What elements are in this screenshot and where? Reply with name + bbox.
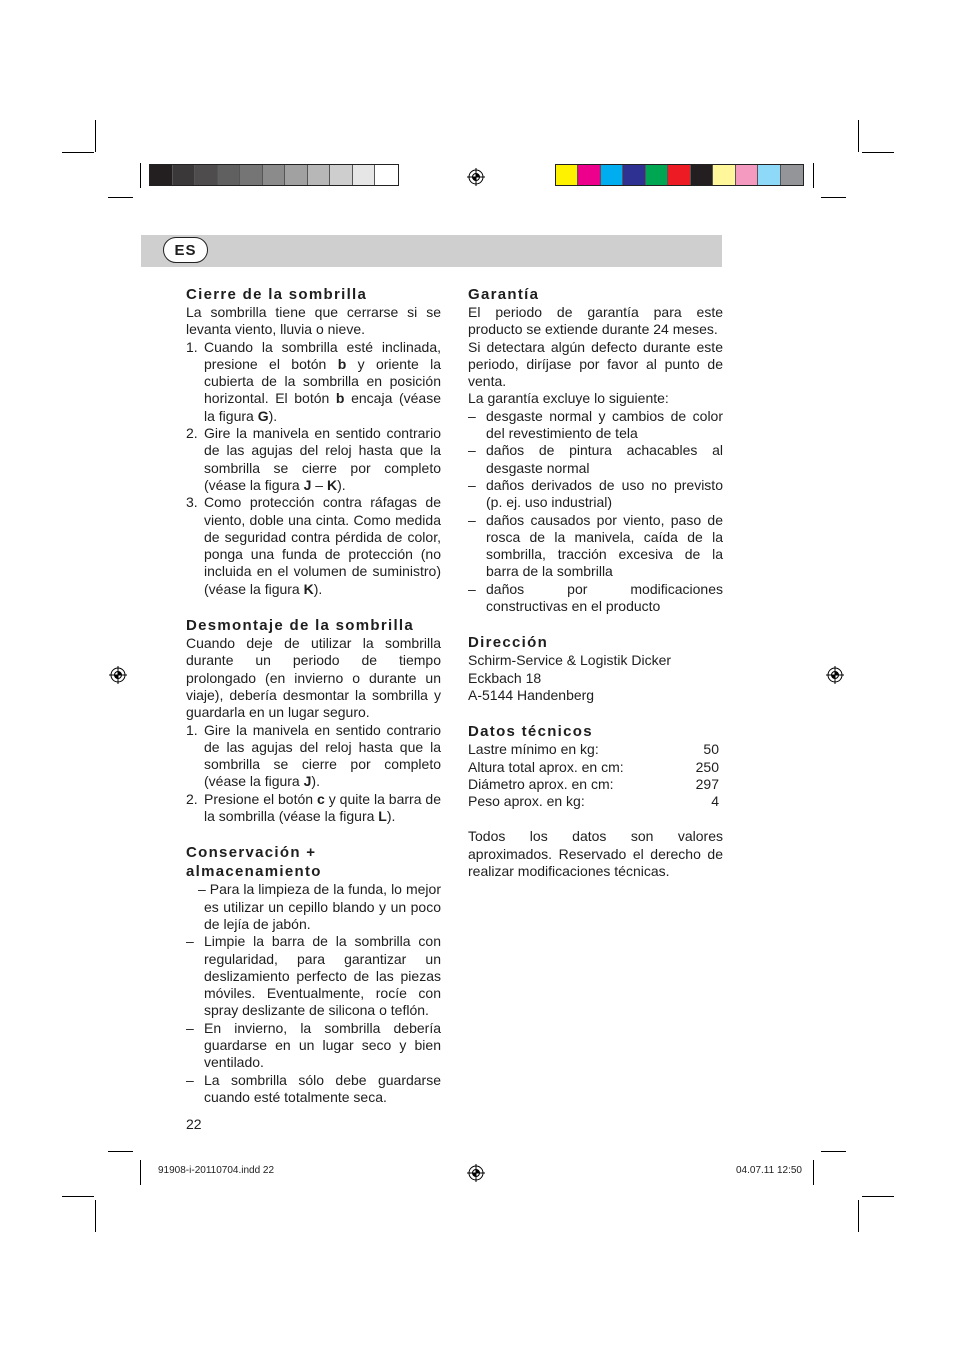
list-text: Gire la manivela en sentido contrario de las agujas del reloj hasta que la sombrilla se cierre por completo (véase la figura J). [204, 721, 441, 790]
grayscale-color-bar [149, 164, 399, 186]
spec-row [468, 776, 723, 793]
gray-swatch [150, 165, 173, 185]
list-text: daños de pintura achacables al desgaste normal [486, 442, 723, 476]
list-number: 1. [186, 721, 198, 738]
list-item: – Para la limpieza de la funda, lo mejor es utilizar un cepillo blando y un poco de lejía de jabón. [198, 881, 441, 932]
registration-target-icon [467, 1164, 485, 1182]
list-text: La sombrilla sólo debe guardarse cuando esté totalmente seca. [204, 1071, 441, 1105]
spec-row [468, 759, 723, 776]
slug-mark [140, 1160, 141, 1185]
address-line: Eckbach 18 [468, 669, 542, 686]
list-item [468, 581, 723, 616]
list-item [468, 408, 723, 443]
color-swatch [758, 165, 780, 185]
list-text: Gire la manivela en sentido contrario de las agujas del reloj hasta que la sombrilla se cierre por completo (véase la figura J – K). [204, 425, 441, 493]
spec-value: 4 [711, 793, 719, 810]
numbered-list [186, 722, 441, 826]
list-item [468, 477, 723, 512]
section-heading: Garantía [468, 286, 540, 303]
list-item [186, 494, 441, 598]
list-item [186, 1020, 441, 1072]
gray-swatch [285, 165, 308, 185]
slug-mark [108, 1151, 133, 1152]
color-swatch [668, 165, 690, 185]
list-text: daños por modificaciones constructivas en el producto [486, 580, 723, 615]
paragraph: Todos los datos son valores aproximados. Reservado el derecho de realizar modificaciones técnicas. [468, 828, 723, 880]
gray-swatch [375, 165, 398, 185]
gray-swatch [330, 165, 353, 185]
left-column [186, 285, 441, 1106]
crop-mark [95, 1200, 96, 1232]
dash-bullet: – [468, 511, 476, 528]
spec-row [468, 741, 723, 758]
section-heading: Cierre de la sombrilla [186, 286, 368, 303]
numbered-list [186, 339, 441, 598]
list-text: Cuando la sombrilla esté inclinada, presione el botón b y oriente la cubierta de la sombrilla en posición horizontal. El botón b encaja (véase la figura G). [204, 338, 441, 424]
registration-target-icon [109, 666, 127, 684]
color-swatch [736, 165, 758, 185]
address-line: Schirm-Service & Logistik Dicker [468, 652, 672, 669]
section-heading: Desmontaje de la sombrilla [186, 617, 415, 635]
page-number: 22 [186, 1116, 202, 1132]
crop-mark [862, 1196, 894, 1197]
dash-bullet: – [468, 407, 476, 424]
list-item [186, 933, 441, 1019]
list-item [186, 722, 441, 791]
list-item [468, 442, 723, 477]
section-heading: Conservación + almacenamiento [186, 844, 322, 881]
list-text: daños causados por viento, paso de rosca de la manivela, caída de la sombrilla, tracción excesiva de la barra de la sombrilla [486, 511, 723, 580]
color-swatch [646, 165, 668, 185]
list-text: daños derivados de uso no previsto (p. ej. uso industrial) [486, 476, 723, 511]
crop-mark [62, 152, 94, 153]
color-swatch [691, 165, 713, 185]
gray-swatch [308, 165, 331, 185]
crop-mark [862, 152, 894, 153]
spec-table [468, 741, 723, 810]
list-number: 1. [186, 338, 198, 355]
color-swatch [623, 165, 645, 185]
paragraph: El periodo de garantía para este producto se extiende durante 24 meses. [468, 304, 723, 338]
slug-date-info: 04.07.11 12:50 [736, 1165, 802, 1176]
list-text: Como protección contra ráfagas de viento, doble una cinta. Como medida de seguridad contra pérdida de color, ponga una funda de protección (no incluida en el volumen de suministro) (véase la figura K). [204, 494, 441, 597]
spec-row [468, 793, 723, 810]
paragraph: Si detectara algún defecto durante este periodo, diríjase por favor al punto de venta. [468, 338, 723, 390]
registration-target-icon [826, 666, 844, 684]
dash-bullet: – [186, 1019, 194, 1036]
paragraph: La sombrilla tiene que cerrarse si se levanta viento, lluvia o nieve. [186, 304, 441, 338]
gray-swatch [240, 165, 263, 185]
language-band [141, 235, 722, 267]
slug-mark [821, 1151, 846, 1152]
spec-value: 50 [703, 741, 719, 758]
dash-bullet: – [468, 580, 476, 597]
list-number: 2. [186, 790, 198, 807]
list-number: 3. [186, 494, 198, 511]
gray-swatch [263, 165, 286, 185]
address-line: A-5144 Handenberg [468, 686, 595, 703]
paragraph: La garantía excluye lo siguiente: [468, 390, 669, 407]
spec-label: Peso aprox. en kg: [468, 793, 585, 810]
process-color-bar [555, 164, 804, 186]
dash-bullet: – [468, 442, 476, 459]
section-heading: Datos técnicos [468, 723, 593, 741]
crop-mark [95, 120, 96, 152]
crop-mark [858, 120, 859, 152]
spec-value: 250 [695, 758, 719, 775]
gray-swatch [218, 165, 241, 185]
slug-mark [140, 163, 141, 188]
spec-label: Lastre mínimo en kg: [468, 741, 599, 758]
slug-file-info: 91908-i-20110704.indd 22 [158, 1165, 275, 1176]
list-item [186, 791, 441, 826]
paragraph: Cuando deje de utilizar la sombrilla durante un periodo de tiempo prolongado (en invierno o durante un viaje), debería desmontar la sombrilla y guardarla en un lugar seguro. [186, 635, 441, 721]
dash-bullet: – [186, 1071, 194, 1088]
list-item [186, 425, 441, 494]
language-badge: ES [163, 237, 208, 263]
dash-bullet: – [468, 476, 476, 493]
slug-mark [813, 163, 814, 188]
spec-label: Altura total aprox. en cm: [468, 758, 624, 775]
crop-mark [858, 1200, 859, 1232]
color-swatch [713, 165, 735, 185]
dash-bullet: – [186, 933, 194, 950]
gray-swatch [173, 165, 196, 185]
color-swatch [781, 165, 803, 185]
list-number: 2. [186, 425, 198, 442]
slug-mark [108, 197, 133, 198]
list-item [186, 1072, 441, 1107]
gray-swatch [195, 165, 218, 185]
right-column [468, 285, 723, 880]
list-item [468, 512, 723, 581]
crop-mark [62, 1196, 94, 1197]
slug-mark [821, 197, 846, 198]
list-text: Presione el botón c y quite la barra de la sombrilla (véase la figura L). [204, 790, 441, 825]
dash-list [468, 408, 723, 616]
spec-value: 297 [695, 775, 719, 792]
list-text: En invierno, la sombrilla debería guardarse en un lugar seco y bien ventilado. [204, 1019, 441, 1071]
section-heading: Dirección [468, 634, 549, 652]
color-swatch [601, 165, 623, 185]
list-text: desgaste normal y cambios de color del revestimiento de tela [486, 407, 723, 442]
slug-mark [813, 1160, 814, 1185]
dash-list [186, 933, 441, 1106]
color-swatch [556, 165, 578, 185]
list-item [186, 339, 441, 425]
gray-swatch [353, 165, 376, 185]
list-text: Limpie la barra de la sombrilla con regularidad, para garantizar un deslizamiento perfecto de las piezas móviles. Eventualmente, rocíe con spray deslizante de silicona o teflón. [204, 933, 441, 1019]
spec-label: Diámetro aprox. en cm: [468, 775, 614, 792]
color-swatch [578, 165, 600, 185]
registration-target-icon [467, 168, 485, 186]
address-block [468, 652, 723, 704]
